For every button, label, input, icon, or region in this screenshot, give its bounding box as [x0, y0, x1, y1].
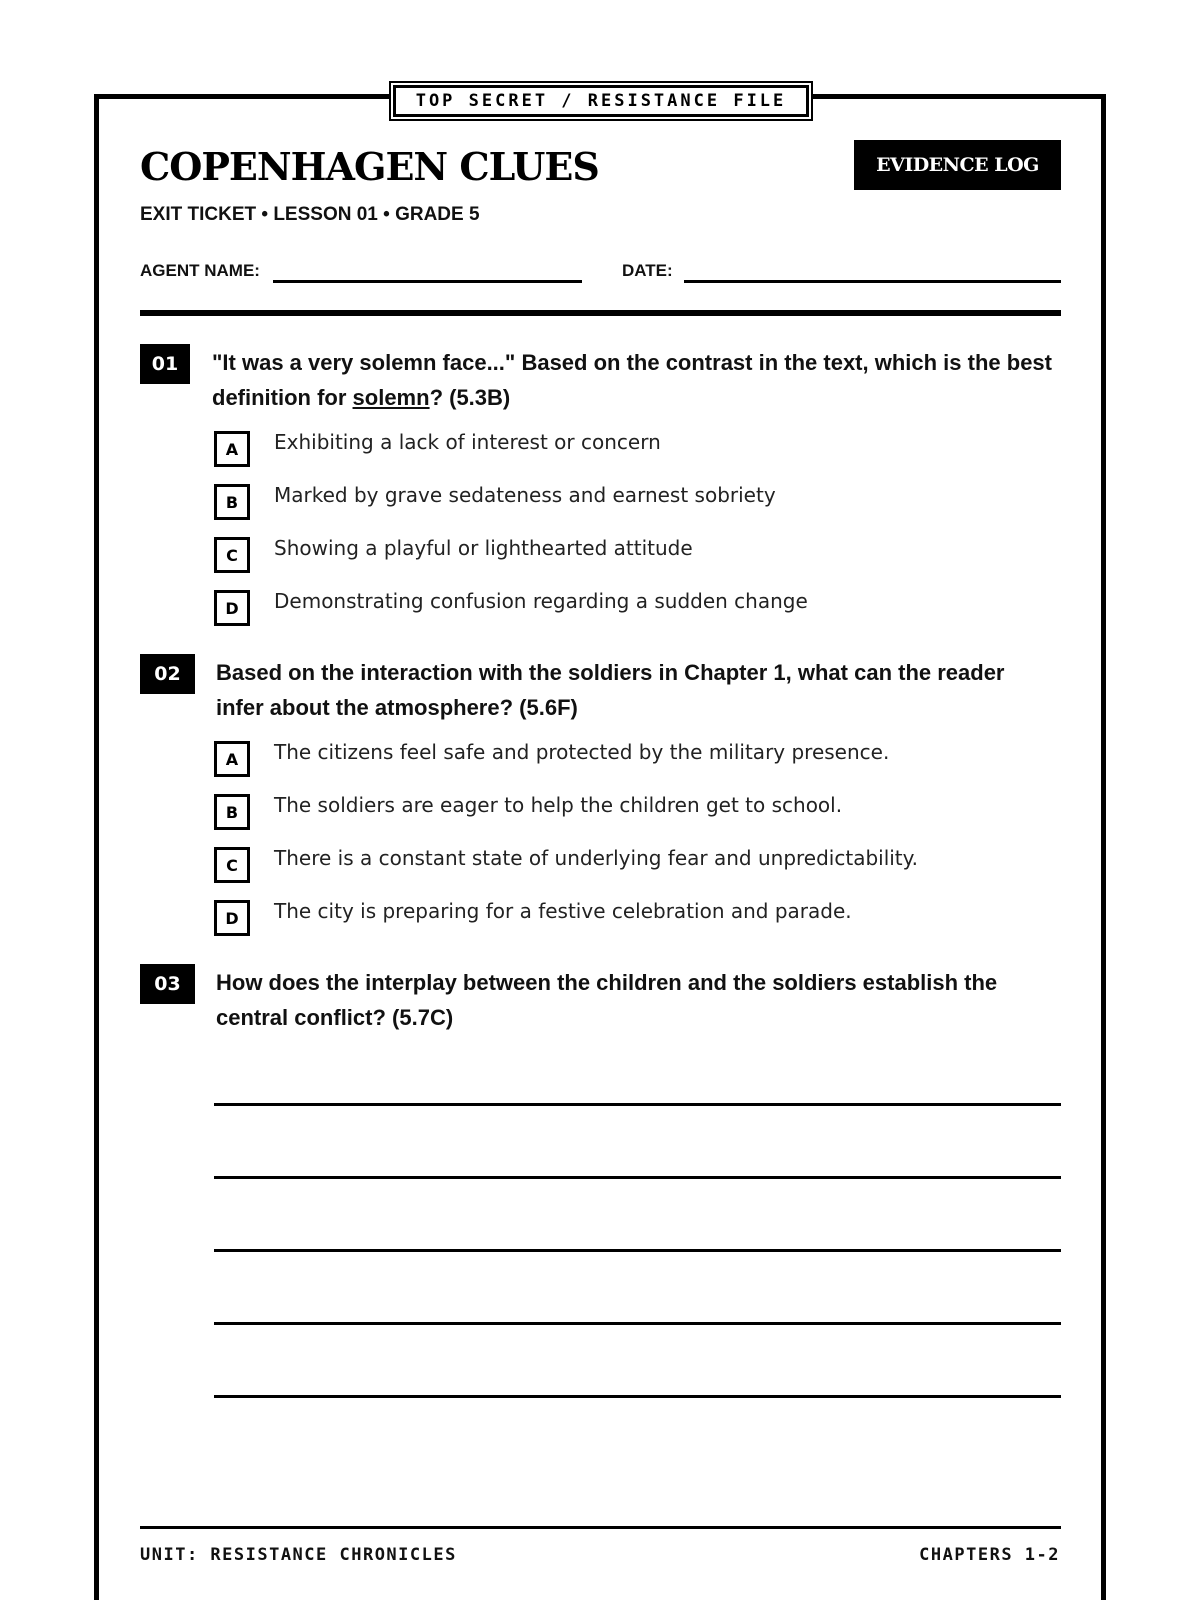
choice-letter-box[interactable]: B — [214, 794, 250, 830]
answer-choice[interactable] — [214, 590, 808, 626]
choice-text: The soldiers are eager to help the children get to school. — [274, 793, 843, 817]
footer-unit: UNIT: RESISTANCE CHRONICLES — [140, 1545, 457, 1565]
choice-letter-box[interactable]: A — [214, 431, 250, 467]
footer-divider — [140, 1526, 1061, 1529]
answer-writing-line[interactable] — [214, 1176, 1061, 1179]
answer-choice[interactable] — [214, 847, 918, 883]
answer-writing-line[interactable] — [214, 1322, 1061, 1325]
date-label: DATE: — [622, 261, 673, 280]
answer-choice[interactable] — [214, 794, 842, 830]
evidence-log-button[interactable]: EVIDENCE LOG — [854, 140, 1061, 190]
classification-stamp: TOP SECRET / RESISTANCE FILE — [393, 85, 809, 117]
header-divider — [140, 310, 1061, 316]
answer-writing-line[interactable] — [214, 1103, 1061, 1106]
choice-text: The citizens feel safe and protected by the military presence. — [274, 740, 890, 764]
page-title: COPENHAGEN CLUES — [140, 144, 599, 189]
question-number-badge: 02 — [140, 654, 195, 694]
choice-text: Marked by grave sedateness and earnest sobriety — [274, 483, 776, 507]
choice-text: Showing a playful or lighthearted attitude — [274, 536, 693, 560]
choice-text: Demonstrating confusion regarding a sudden change — [274, 589, 808, 613]
choice-text: There is a constant state of underlying fear and unpredictability. — [274, 846, 918, 870]
choice-letter-box[interactable]: C — [214, 847, 250, 883]
question-number-badge: 01 — [140, 344, 190, 384]
page-subtitle: EXIT TICKET • LESSON 01 • GRADE 5 — [140, 204, 480, 225]
choice-letter-box[interactable]: C — [214, 537, 250, 573]
answer-writing-line[interactable] — [214, 1249, 1061, 1252]
answer-choice[interactable] — [214, 900, 852, 936]
choice-letter-box[interactable]: D — [214, 590, 250, 626]
question-number-badge: 03 — [140, 964, 195, 1004]
date-field[interactable] — [684, 280, 1061, 283]
choice-text: Exhibiting a lack of interest or concern — [274, 430, 661, 454]
choice-letter-box[interactable]: B — [214, 484, 250, 520]
answer-choice[interactable] — [214, 484, 776, 520]
question-prompt: How does the interplay between the children and the soldiers establish the central conflict? (5.7C) — [216, 970, 998, 1030]
answer-choice[interactable] — [214, 537, 693, 573]
question-prompt: Based on the interaction with the soldiers in Chapter 1, what can the reader infer about the atmosphere? (5.6F) — [216, 660, 1005, 720]
emphasis-word: infer — [216, 695, 264, 720]
answer-writing-line[interactable] — [214, 1395, 1061, 1398]
vocab-word: solemn — [352, 385, 430, 410]
agent-name-field[interactable] — [273, 280, 582, 283]
agent-name-label: AGENT NAME: — [140, 261, 260, 280]
choice-text: The city is preparing for a festive celebration and parade. — [274, 899, 852, 923]
answer-choice[interactable] — [214, 741, 889, 777]
choice-letter-box[interactable]: D — [214, 900, 250, 936]
choice-letter-box[interactable]: A — [214, 741, 250, 777]
answer-choice[interactable] — [214, 431, 661, 467]
question-prompt: "It was a very solemn face..." Based on the contrast in the text, which is the best definition for solemn? (5.3B) — [212, 350, 1052, 410]
footer-chapters: CHAPTERS 1-2 — [919, 1545, 1060, 1565]
